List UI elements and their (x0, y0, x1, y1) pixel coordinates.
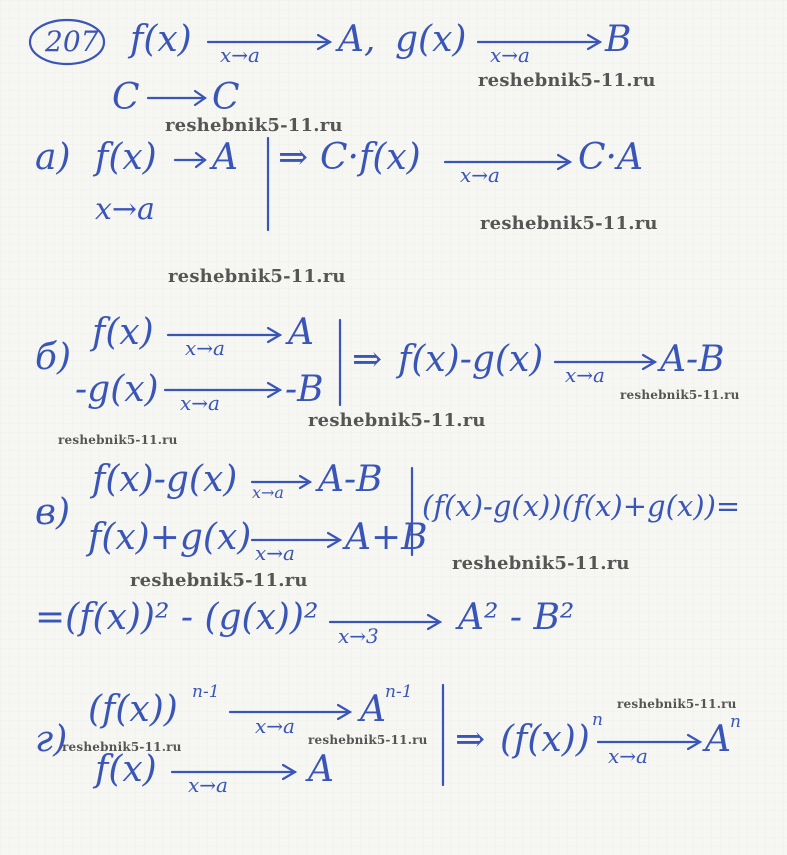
part-b-line1-result: A (288, 312, 314, 353)
part-d-label: г) (35, 719, 68, 760)
part-d-line1-power: n-1 (192, 682, 220, 702)
part-d-line2-result: A (308, 749, 334, 790)
part-d-line1: (f(x)) (88, 689, 178, 730)
part-c-label: в) (35, 492, 70, 533)
part-a-conclusion-result: C·A (578, 137, 643, 178)
watermark: reshebnik5-11.ru (168, 266, 346, 287)
watermark: reshebnik5-11.ru (308, 733, 428, 747)
part-c-continuation-result: A² - B² (458, 597, 575, 638)
part-b-label: б) (35, 337, 72, 378)
part-a-premise-limit: x→a (95, 192, 155, 227)
part-c-continuation: =(f(x))² - (g(x))² (35, 597, 319, 638)
header-A: A, (338, 19, 376, 60)
part-c-line1-limit: x→a (252, 483, 284, 502)
part-d-conclusion-power: n (592, 710, 603, 730)
part-c-conclusion: (f(x)-g(x))(f(x)+g(x))= (422, 489, 741, 523)
watermark: reshebnik5-11.ru (478, 70, 656, 91)
part-c-line1: f(x)-g(x) (92, 459, 238, 500)
watermark: reshebnik5-11.ru (480, 213, 658, 234)
part-a-conclusion: C·f(x) (320, 137, 421, 178)
header-f: f(x) (130, 19, 192, 60)
part-a-label: a) (35, 137, 71, 178)
part-b-line2-result: -B (285, 369, 324, 410)
header-c-right: C (212, 77, 240, 118)
part-b-line1-limit: x→a (185, 336, 225, 360)
part-d-conclusion-result-power: n (730, 712, 741, 732)
part-d-conclusion-limit: x→a (608, 744, 648, 768)
part-d-line2: f(x) (95, 749, 157, 790)
part-b-line2-limit: x→a (180, 391, 220, 415)
watermark: reshebnik5-11.ru (452, 553, 630, 574)
watermark: reshebnik5-11.ru (130, 570, 308, 591)
part-d-line1-limit: x→a (255, 714, 295, 738)
part-c-continuation-limit: x→3 (338, 624, 379, 648)
header-g-limit: x→a (490, 43, 530, 67)
part-b-conclusion-result: A-B (660, 339, 725, 380)
watermark: reshebnik5-11.ru (58, 433, 178, 447)
part-d-conclusion: (f(x)) (500, 719, 590, 760)
part-b-conclusion: f(x)-g(x) (398, 339, 544, 380)
header-B: B (605, 19, 632, 60)
part-c-line2-result: A+B (345, 517, 428, 558)
part-c-line2: f(x)+g(x) (88, 517, 252, 558)
watermark: reshebnik5-11.ru (165, 115, 343, 136)
watermark: reshebnik5-11.ru (620, 388, 740, 402)
part-a-premise: f(x) (95, 137, 157, 178)
header-f-limit: x→a (220, 43, 260, 67)
part-d-conclusion-result: A (705, 719, 731, 760)
part-a-implies: ⇒ (278, 137, 309, 178)
part-b-conclusion-limit: x→a (565, 363, 605, 387)
part-d-line1-result: A (360, 689, 386, 730)
part-d-implies: ⇒ (455, 719, 486, 760)
part-a-conclusion-limit: x→a (460, 163, 500, 187)
part-b-line1: f(x) (92, 312, 154, 353)
part-b-line2: -g(x) (75, 369, 159, 410)
part-b-implies: ⇒ (352, 339, 383, 380)
part-d-line1-result-power: n-1 (385, 682, 413, 702)
part-a-premise-result: A (212, 137, 238, 178)
watermark: reshebnik5-11.ru (308, 410, 486, 431)
header-g: g(x) (395, 19, 467, 60)
watermark: reshebnik5-11.ru (617, 697, 737, 711)
watermark: reshebnik5-11.ru (62, 740, 182, 754)
part-c-line1-result: A-B (318, 459, 383, 500)
header-c-left: C (112, 77, 140, 118)
problem-number: 207 (45, 25, 99, 58)
part-d-line2-limit: x→a (188, 773, 228, 797)
part-c-line2-limit: x→a (255, 541, 295, 565)
